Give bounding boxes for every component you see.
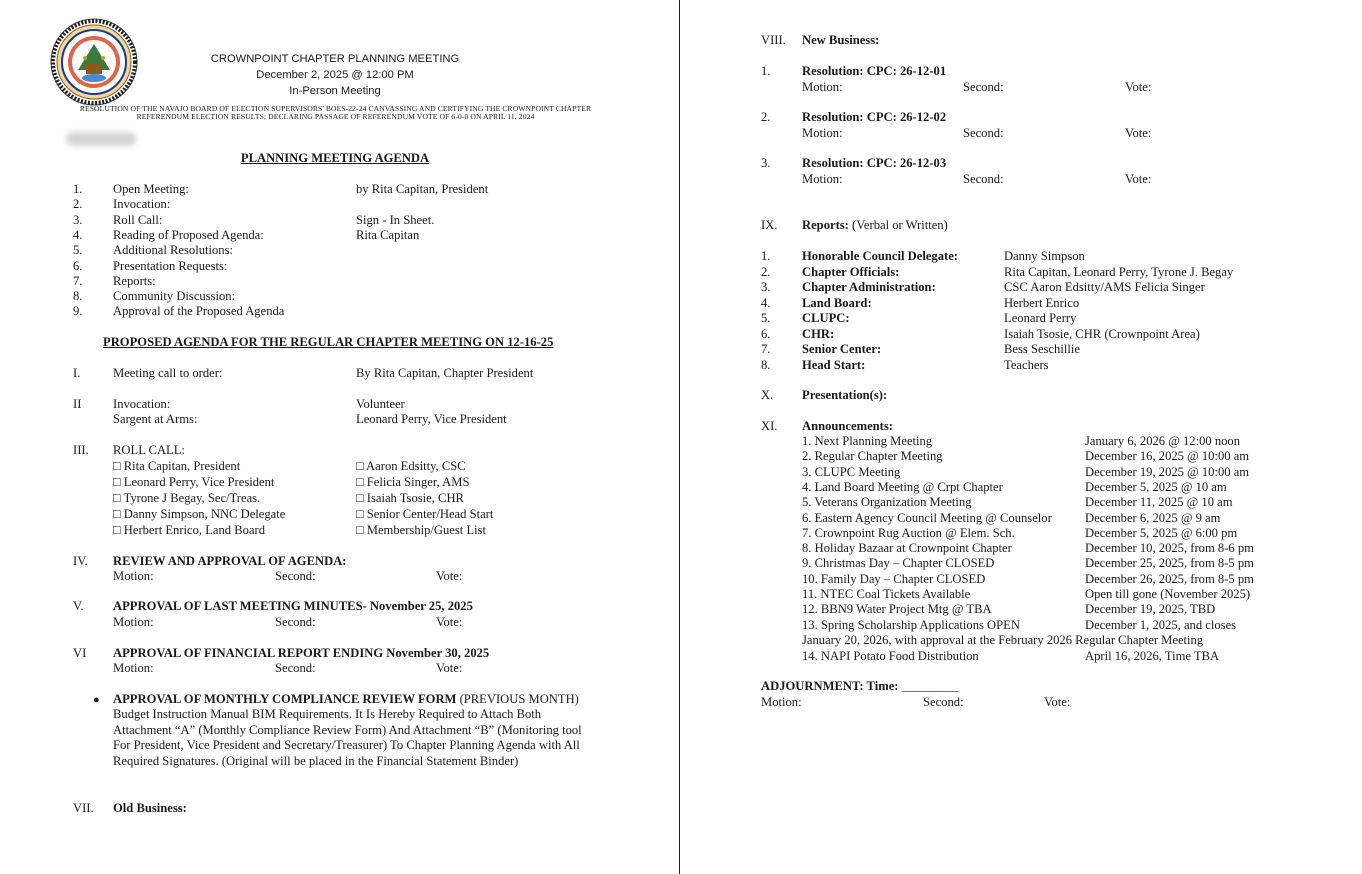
announcement-value: December 5, 2025 @ 10 am	[1085, 479, 1227, 494]
section-ix-suffix: (Verbal or Written)	[848, 218, 948, 232]
announcement-label: 3. CLUPC Meeting	[802, 464, 901, 479]
announcement-value: December 11, 2025 @ 10 am	[1085, 495, 1233, 510]
announcement-value: December 10, 2025, from 8-6 pm	[1085, 541, 1254, 556]
planning-item-label: Community Discussion:	[113, 289, 236, 304]
planning-item-label: Approval of the Proposed Agenda	[113, 304, 285, 319]
second-label: Second:	[963, 80, 1004, 94]
report-num: 7.	[761, 342, 771, 356]
announcement-14-label: 14. NAPI Potato Food Distribution	[802, 649, 979, 663]
section-iv-label: REVIEW AND APPROVAL OF AGENDA:	[113, 554, 347, 568]
vote-label: Vote:	[1044, 695, 1071, 709]
roll-call-checkbox-item: □ Senior Center/Head Start	[356, 507, 494, 521]
motion-label: Motion:	[802, 126, 843, 140]
announcement-value: December 25, 2025, from 8-5 pm	[1085, 556, 1254, 571]
section-vii-label: Old Business:	[113, 801, 187, 815]
roll-call-checkbox-item: □ Leonard Perry, Vice President	[113, 475, 275, 489]
bullet-icon: ●	[93, 694, 100, 706]
announcement-value: December 5, 2025 @ 6:00 pm	[1085, 525, 1238, 540]
motion-label: Motion:	[113, 615, 154, 629]
report-num: 1.	[761, 249, 771, 263]
page-divider	[679, 0, 680, 874]
planning-item-label: Invocation:	[113, 197, 171, 212]
announcement-label: 1. Next Planning Meeting	[802, 434, 933, 448]
announcement-value: January 6, 2026 @ 12:00 noon	[1085, 434, 1241, 448]
adjournment-label: ADJOURNMENT: Time:	[761, 679, 899, 693]
section-vii-num: VII.	[73, 801, 94, 815]
section-ii-label2: Sargent at Arms:	[113, 412, 198, 426]
section-vi-num: VI	[73, 646, 87, 660]
section-viii-label: New Business:	[802, 33, 880, 47]
proposed-agenda-title: PROPOSED AGENDA FOR THE REGULAR CHAPTER MEETING ON 12-16-25	[103, 335, 554, 349]
report-value: Danny Simpson	[1004, 249, 1085, 263]
announcement-label: 12. BBN9 Water Project Mtg @ TBA	[802, 602, 992, 617]
resolution-label: Resolution: CPC: 26-12-03	[802, 156, 947, 170]
announcement-value: December 26, 2025, from 8-5 pm	[1085, 571, 1254, 586]
announcement-label: 7. Crownpoint Rug Auction @ Elem. Sch.	[802, 525, 1015, 540]
adjournment-time-blank: _________	[901, 679, 959, 693]
roll-call-checkbox-item: □ Membership/Guest List	[356, 523, 487, 537]
planning-item-label: Reports:	[113, 273, 156, 288]
second-label: Second:	[275, 569, 316, 583]
planning-item-label: Presentation Requests:	[113, 258, 228, 273]
planning-item-num: 2.	[73, 197, 83, 212]
motion-label: Motion:	[761, 695, 802, 709]
announcement-label: 13. Spring Scholarship Applications OPEN	[802, 617, 1020, 632]
planning-item-label: Additional Resolutions:	[113, 243, 233, 258]
report-value: Isaiah Tsosie, CHR (Crownpoint Area)	[1004, 326, 1200, 341]
resolution-label: Resolution: CPC: 26-12-01	[802, 64, 947, 78]
section-i-label: Meeting call to order:	[113, 366, 223, 380]
report-label: Head Start:	[802, 357, 866, 372]
announcement-value: December 16, 2025 @ 10:00 am	[1085, 449, 1250, 464]
report-value: Rita Capitan, Leonard Perry, Tyrone J. Begay	[1004, 264, 1234, 279]
second-label: Second:	[275, 661, 316, 675]
section-i-num: I.	[73, 366, 81, 380]
planning-agenda-title: PLANNING MEETING AGENDA	[240, 151, 430, 165]
compliance-paragraph	[113, 692, 598, 769]
motion-label: Motion:	[802, 172, 843, 186]
report-label: Honorable Council Delegate:	[802, 249, 959, 263]
roll-call-checkbox-item: □ Rita Capitan, President	[113, 459, 241, 473]
section-ix-label: Reports:	[802, 218, 849, 232]
compliance-text: (PREVIOUS MONTH) Budget Instruction Manual BIM Requirements. It Is Hereby Required to Attach Both Attachment “A” (Monthly Compliance Review Form) And Attachment “B” (Monitoring tool For President, Vice President and Secretary/Treasurer) To Chapter Planning Agenda with All Required Signatures. (Original will be placed in the Financial Statement Binder)	[113, 692, 582, 768]
report-num: 3.	[761, 280, 771, 294]
announcement-13-continued: January 20, 2026, with approval at the February 2026 Regular Chapter Meeting	[802, 633, 1204, 647]
announcement-label: 9. Christmas Day – Chapter CLOSED	[802, 556, 995, 571]
section-iii-label: ROLL CALL:	[113, 443, 185, 457]
report-label: Senior Center:	[802, 342, 882, 356]
announcement-label: 2. Regular Chapter Meeting	[802, 449, 943, 464]
report-value: Teachers	[1004, 357, 1049, 372]
report-value: Herbert Enrico	[1004, 295, 1080, 310]
planning-item-value: Sign - In Sheet.	[356, 212, 435, 227]
motion-label: Motion:	[802, 80, 843, 94]
report-num: 5.	[761, 311, 771, 325]
second-label: Second:	[923, 695, 964, 709]
section-v-num: V.	[73, 599, 84, 613]
planning-item-num: 1.	[73, 182, 83, 196]
report-label: Chapter Administration:	[802, 280, 936, 294]
planning-item-num: 7.	[73, 273, 83, 288]
section-ii-num: II	[73, 397, 82, 411]
section-v-label: APPROVAL OF LAST MEETING MINUTES- November 25, 2025	[113, 599, 473, 613]
section-x-num: X.	[761, 388, 774, 402]
motion-label: Motion:	[113, 569, 154, 583]
section-iv-num: IV.	[73, 554, 88, 568]
vote-label: Vote:	[436, 569, 463, 583]
roll-call-checkbox-item: □ Danny Simpson, NNC Delegate	[113, 507, 286, 521]
announcement-value: December 1, 2025, and closes	[1085, 617, 1237, 632]
section-ix-heading	[802, 218, 948, 233]
report-num: 4.	[761, 295, 771, 310]
section-viii-num: VIII.	[761, 33, 786, 47]
planning-item-num: 4.	[73, 227, 83, 242]
planning-item-label: Roll Call:	[113, 212, 163, 227]
resolution-num: 2.	[761, 110, 771, 124]
report-label: Land Board:	[802, 295, 872, 310]
planning-item-num: 3.	[73, 212, 83, 227]
redacted-mark	[66, 132, 136, 146]
second-label: Second:	[275, 615, 316, 629]
report-value: Bess Seschillie	[1004, 342, 1080, 356]
vote-label: Vote:	[1125, 80, 1152, 94]
planning-item-num: 6.	[73, 258, 83, 273]
roll-call-checkbox-item: □ Herbert Enrico, Land Board	[113, 523, 266, 537]
vote-label: Vote:	[436, 661, 463, 675]
vote-label: Vote:	[1125, 126, 1152, 140]
announcement-value: December 6, 2025 @ 9 am	[1085, 510, 1221, 525]
vote-label: Vote:	[1125, 172, 1152, 186]
meeting-date: December 2, 2025 @ 12:00 PM	[256, 69, 414, 81]
announcement-label: 8. Holiday Bazaar at Crownpoint Chapter	[802, 541, 1012, 556]
meeting-title: CROWNPOINT CHAPTER PLANNING MEETING	[210, 53, 460, 65]
report-value: CSC Aaron Edsitty/AMS Felicia Singer	[1004, 280, 1205, 294]
meeting-type: In-Person Meeting	[289, 85, 381, 97]
section-xi-num: XI.	[761, 419, 778, 433]
planning-item-label: Open Meeting:	[113, 182, 189, 196]
planning-item-label: Reading of Proposed Agenda:	[113, 227, 264, 242]
section-ii-label: Invocation:	[113, 397, 171, 411]
report-value: Leonard Perry	[1004, 311, 1077, 325]
report-label: CLUPC:	[802, 311, 850, 325]
planning-item-value: by Rita Capitan, President	[356, 182, 489, 196]
vote-label: Vote:	[436, 615, 463, 629]
planning-item-value: Rita Capitan	[356, 227, 420, 242]
section-iii-num: III.	[73, 443, 89, 457]
second-label: Second:	[963, 126, 1004, 140]
announcement-value: Open till gone (November 2025)	[1085, 587, 1251, 601]
second-label: Second:	[963, 172, 1004, 186]
adjournment	[761, 679, 958, 694]
roll-call-checkbox-item: □ Felicia Singer, AMS	[356, 475, 470, 489]
report-num: 2.	[761, 264, 771, 279]
section-x-label: Presentation(s):	[802, 388, 888, 402]
announcement-value: December 19, 2025 @ 10:00 am	[1085, 464, 1250, 479]
compliance-bold: APPROVAL OF MONTHLY COMPLIANCE REVIEW FORM	[113, 692, 457, 706]
section-ix-num: IX.	[761, 218, 778, 232]
announcement-label: 10. Family Day – Chapter CLOSED	[802, 571, 986, 586]
announcement-value: December 19, 2025, TBD	[1085, 602, 1216, 617]
announcement-14-value: April 16, 2026, Time TBA	[1085, 649, 1220, 663]
report-num: 8.	[761, 357, 771, 372]
report-label: CHR:	[802, 326, 835, 341]
roll-call-checkbox-item: □ Aaron Edsitty, CSC	[356, 459, 466, 473]
report-label: Chapter Officials:	[802, 264, 900, 279]
resolution-note: RESOLUTION OF THE NAVAJO BOARD OF ELECTION SUPERVISORS' BOES-22-24 CANVASSING AND CERTIFYING THE CROWNPOINT CHAPTER REFERENDUM ELECTION RESULTS; DECLARING PASSAGE OF REFERENDUM VOTE OF 6-0-0 ON APRIL 11, 2024	[79, 104, 592, 122]
section-vi-label: APPROVAL OF FINANCIAL REPORT ENDING November 30, 2025	[113, 646, 490, 660]
roll-call-checkbox-item: □ Isaiah Tsosie, CHR	[356, 491, 464, 505]
navajo-seal-icon	[50, 18, 138, 106]
announcement-label: 5. Veterans Organization Meeting	[802, 495, 972, 510]
resolution-label: Resolution: CPC: 26-12-02	[802, 110, 947, 124]
roll-call-checkbox-item: □ Tyrone J Begay, Sec/Treas.	[113, 491, 261, 505]
resolution-num: 3.	[761, 156, 771, 170]
announcement-label: 11. NTEC Coal Tickets Available	[802, 587, 971, 601]
resolution-num: 1.	[761, 64, 771, 78]
motion-label: Motion:	[113, 661, 154, 675]
announcement-label: 6. Eastern Agency Council Meeting @ Counselor	[802, 510, 1052, 525]
planning-item-num: 5.	[73, 243, 83, 258]
section-ii-value2: Leonard Perry, Vice President	[356, 412, 507, 426]
report-num: 6.	[761, 326, 771, 341]
section-i-value: By Rita Capitan, Chapter President	[356, 366, 534, 380]
planning-item-num: 8.	[73, 289, 83, 304]
section-xi-label: Announcements:	[802, 419, 893, 433]
planning-item-num: 9.	[73, 304, 83, 319]
announcement-label: 4. Land Board Meeting @ Crpt Chapter	[802, 479, 1003, 494]
section-ii-value: Volunteer	[356, 397, 405, 411]
